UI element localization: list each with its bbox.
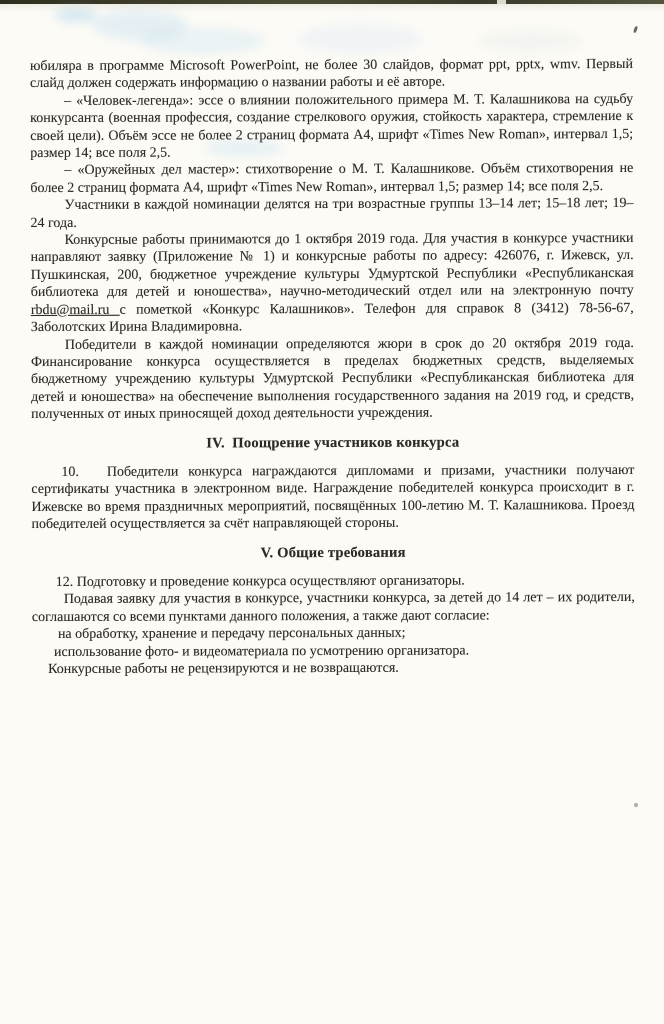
paper-speck — [634, 803, 638, 807]
paragraph-submission — [31, 230, 634, 337]
ink-smudge — [140, 28, 265, 54]
paragraph-winners-funding: Победители в каждой номинации определяются жюри в срок до 20 октября 2019 года. Финансирование конкурса осуществляется в пределах бюджетных средств, выделяемых бюджетному учреждению культуры Удмуртской Республики «Республиканская библиотека для детей и юношества» на обеспечение выполнения государственного задания на 2019 год, и средств, полученных от иных приносящей доход деятельности учреждения. — [30, 335, 635, 423]
paragraph-age-groups: Участники в каждой номинации делятся на три возрастные группы 13–14 лет; 15–18 лет; 19–24 года. — [30, 196, 634, 231]
email-link: rbdu@mail.ru — [30, 302, 120, 318]
paragraph-powerpoint-format: юбиляра в программе Microsoft PowerPoint, не более 30 слайдов, формат ppt, pptx, wmv. Первый слайд должен содержать информацию о названии работы и её авторе. — [29, 56, 633, 92]
paragraph-awards — [31, 462, 634, 534]
scan-top-edge-shadow — [0, 4, 664, 13]
paragraph-personal-data: на обработку, хранение и передачу персональных данных; — [57, 625, 406, 643]
paragraph-nomination-legend: – «Человек-легенда»: эссе о влиянии положительного примера М. Т. Калашникова на судьбу конкурсанта (военная профессия, создание стрелкового оружия, стойкость характера, стремление к своей цели). Объём эссе не более 2 страниц формата А4, шрифт «Times New Roman», интервал 1,5; размер 14; все поля 2,5. — [30, 91, 634, 162]
paragraph-number: 10. — [61, 464, 79, 480]
ink-smudge — [478, 30, 583, 52]
awards-text: Победители конкурса награждаются дипломами и призами, участники получают сертификаты участника в электронном виде. Награждение победителей конкурса происходит в г. Ижевске во время праздничных мероприятий, посвящённых 100-летию М. Т. Калашникова. Проезд победителей осуществляется за счёт направляющей стороны. — [31, 462, 635, 533]
submission-text-before-email: Конкурсные работы принимаются до 1 октября 2019 года. Для участия в конкурсе участники направляют заявку (Приложение № 1) и конкурсные работы по адресу: 426076, г. Ижевск, ул. Пушкинская, 200, бюджетное учреждение культуры Удмуртской Республики «Республиканская библиотека для детей и юношества», научно-методический отдел или на электронную почту — [30, 231, 634, 301]
section-heading-general-requirements: V. Общие требования — [260, 544, 406, 561]
paper-speck — [633, 26, 638, 34]
section-heading-encouragement: IV. Поощрение участников конкурса — [206, 434, 460, 451]
paragraph-no-review: Конкурсные работы не рецензируются и не возвращаются. — [48, 660, 399, 677]
paragraph-consent: Подавая заявку для участия в конкурсе, участники конкурса, за детей до 14 лет – их родители, соглашаются со всеми пунктами данного положения, а также дают согласие: — [31, 590, 635, 625]
paragraph-nomination-master: – «Оружейных дел мастер»: стихотворение о М. Т. Калашникове. Объём стихотворения не более 2 страниц формата А4, шрифт «Times New Roman», интервал 1,5; размер 14; все поля 2,5. — [30, 161, 634, 196]
submission-text-after-email: с пометкой «Конкурс Калашников». Телефон для справок 8 (3412) 78-56-67, Заболотских Ирина Владимировна. — [30, 300, 634, 336]
paragraph-organizers: 12. Подготовку и проведение конкурса осуществляют организаторы. — [55, 573, 465, 590]
ink-smudge — [298, 24, 423, 54]
document-text — [30, 56, 635, 679]
ink-smudge — [55, 8, 97, 22]
paragraph-photo-video: использование фото- и видеоматериала по усмотрению организатора. — [53, 643, 470, 660]
